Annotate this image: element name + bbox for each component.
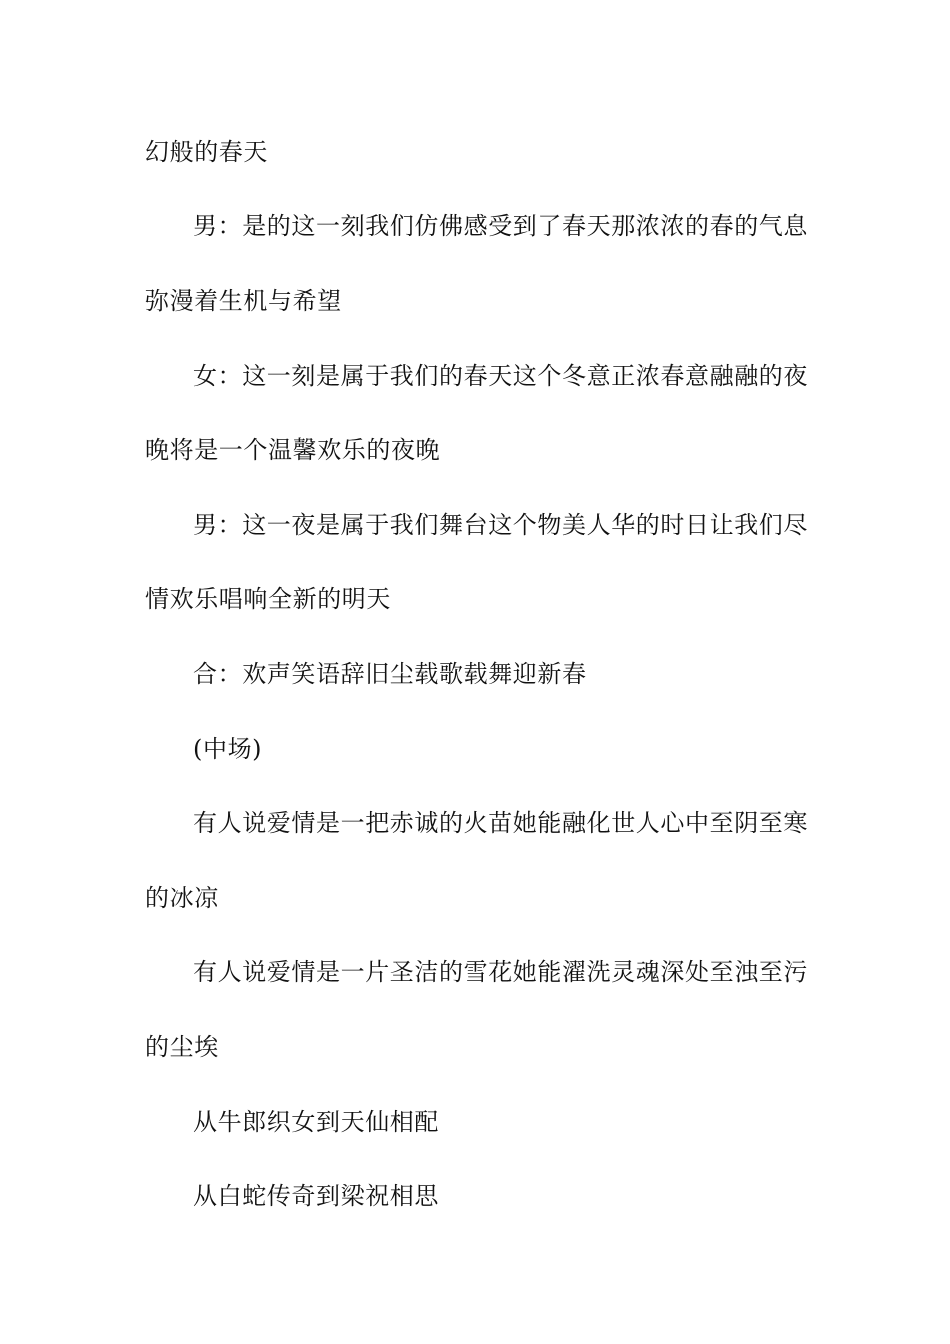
text-line: 弥漫着生机与希望: [145, 287, 342, 315]
text-line: 有人说爱情是一把赤诚的火苗她能融化世人心中至阴至寒: [193, 809, 808, 837]
text-line: 男：是的这一刻我们仿佛感受到了春天那浓浓的春的气息: [193, 212, 808, 240]
text-line: 从牛郎织女到天仙相配: [193, 1108, 439, 1136]
text-line: 男：这一夜是属于我们舞台这个物美人华的时日让我们尽: [193, 511, 808, 539]
text-line: 有人说爱情是一片圣洁的雪花她能濯洗灵魂深处至浊至污: [193, 958, 808, 986]
text-line: 女：这一刻是属于我们的春天这个冬意正浓春意融融的夜: [193, 362, 808, 390]
text-line: 情欢乐唱响全新的明天: [145, 585, 391, 613]
text-line: 的尘埃: [145, 1033, 219, 1061]
text-line: 幻般的春天: [145, 138, 268, 166]
text-line: 晚将是一个温馨欢乐的夜晚: [145, 436, 441, 464]
text-line: (中场): [193, 735, 263, 763]
text-line: 从白蛇传奇到梁祝相思: [193, 1182, 439, 1210]
text-line: 合：欢声笑语辞旧尘载歌载舞迎新春: [193, 660, 587, 688]
text-line: 的冰凉: [145, 884, 219, 912]
